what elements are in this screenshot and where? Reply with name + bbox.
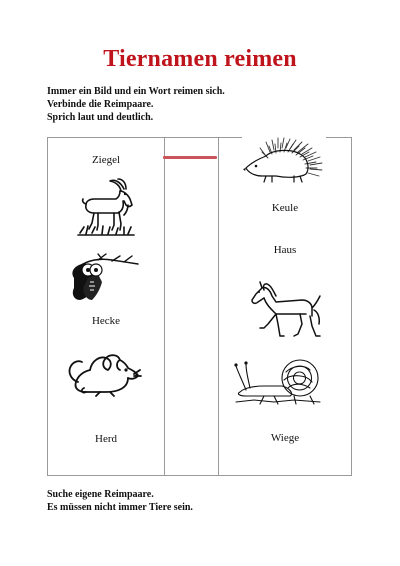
snail-picture[interactable] — [234, 352, 324, 406]
mouse-picture[interactable] — [66, 350, 142, 398]
goat-picture[interactable] — [76, 177, 138, 243]
instruction-line: Verbinde die Reimpaare. — [47, 99, 154, 110]
page-title: Tiernamen reimen — [103, 46, 297, 72]
word-ziegel[interactable]: Ziegel — [91, 154, 121, 166]
instruction-line: Immer ein Bild und ein Wort reimen sich. — [47, 86, 225, 97]
word-haus[interactable]: Haus — [273, 244, 297, 256]
footer-instructions — [47, 488, 193, 514]
hedgehog-picture[interactable] — [242, 136, 326, 188]
footer-line: Es müssen nicht immer Tiere sein. — [47, 502, 193, 513]
word-wiege[interactable]: Wiege — [270, 432, 300, 444]
owl-picture[interactable] — [68, 252, 140, 304]
instructions — [47, 85, 225, 124]
word-keule[interactable]: Keule — [271, 202, 299, 214]
column-divider — [164, 138, 165, 475]
word-herd[interactable]: Herd — [95, 433, 117, 445]
word-hecke[interactable]: Hecke — [91, 315, 121, 327]
horse-picture[interactable] — [246, 278, 322, 342]
column-divider — [218, 138, 219, 475]
instruction-line: Sprich laut und deutlich. — [47, 112, 154, 123]
example-connection-line[interactable] — [163, 156, 217, 159]
footer-line: Suche eigene Reimpaare. — [47, 489, 154, 500]
